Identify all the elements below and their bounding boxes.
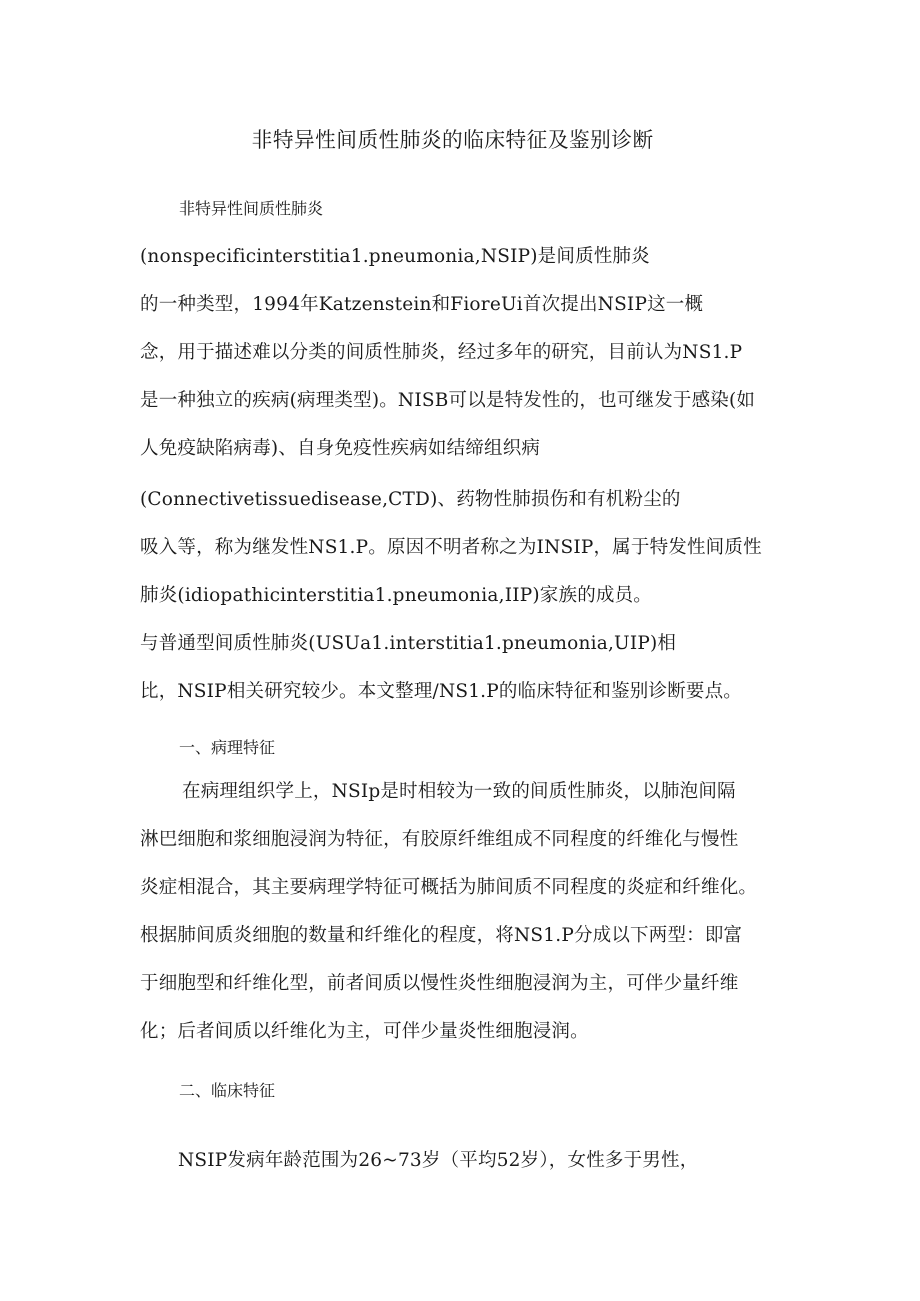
intro-line: 吸入等，称为继发性NS1.P。原因不明者称之为INSIP，属于特发性间质性 xyxy=(140,537,762,558)
document-title: 非特异性间质性肺炎的临床特征及鉴别诊断 xyxy=(251,128,654,152)
section1-line: 炎症相混合，其主要病理学特征可概括为肺间质不同程度的炎症和纤维化。 xyxy=(140,877,758,898)
intro-line: 念，用于描述难以分类的间质性肺炎，经过多年的研究，目前认为NS1.P xyxy=(140,342,743,363)
section1-line: 于细胞型和纤维化型，前者间质以慢性炎性细胞浸润为主，可伴少量纤维 xyxy=(140,973,739,994)
section1-line: 在病理组织学上，NSIp是时相较为一致的间质性肺炎，以肺泡间隔 xyxy=(182,781,736,802)
intro-line: 比，NSIP相关研究较少。本文整理/NS1.P的临床特征和鉴别诊断要点。 xyxy=(140,681,743,702)
section1-line: 淋巴细胞和浆细胞浸润为特征，有胶原纤维组成不同程度的纤维化与慢性 xyxy=(140,829,739,850)
intro-line: 的一种类型，1994年Katzenstein和FioreUi首次提出NSIP这一概 xyxy=(140,294,704,315)
intro-line: 肺炎(idiopathicinterstitia1.pneumonia,IIP)家族的成员。 xyxy=(140,585,652,606)
section1-line: 根据肺间质炎细胞的数量和纤维化的程度，将NS1.P分成以下两型：即富 xyxy=(140,925,743,946)
intro-line: (nonspecificinterstitia1.pneumonia,NSIP)是间质性肺炎 xyxy=(140,246,650,267)
intro-line: 人免疫缺陷病毒)、自身免疫性疾病如结缔组织病 xyxy=(140,438,541,459)
intro-line: 与普通型间质性肺炎(USUa1.interstitia1.pneumonia,UIP)相 xyxy=(140,633,677,654)
section2-heading: 二、临床特征 xyxy=(179,1081,276,1100)
section2-line: NSIP发病年龄范围为26~73岁（平均52岁），女性多于男性， xyxy=(178,1150,699,1171)
section1-line: 化；后者间质以纤维化为主，可伴少量炎性细胞浸润。 xyxy=(140,1021,589,1042)
section1-heading: 一、病理特征 xyxy=(179,738,276,757)
intro-heading: 非特异性间质性肺炎 xyxy=(179,199,324,218)
intro-line: (Connectivetissuedisease,CTD)、药物性肺损伤和有机粉尘的 xyxy=(140,489,681,510)
intro-line: 是一种独立的疾病(病理类型)。NISB可以是特发性的，也可继发于感染(如 xyxy=(140,390,756,411)
